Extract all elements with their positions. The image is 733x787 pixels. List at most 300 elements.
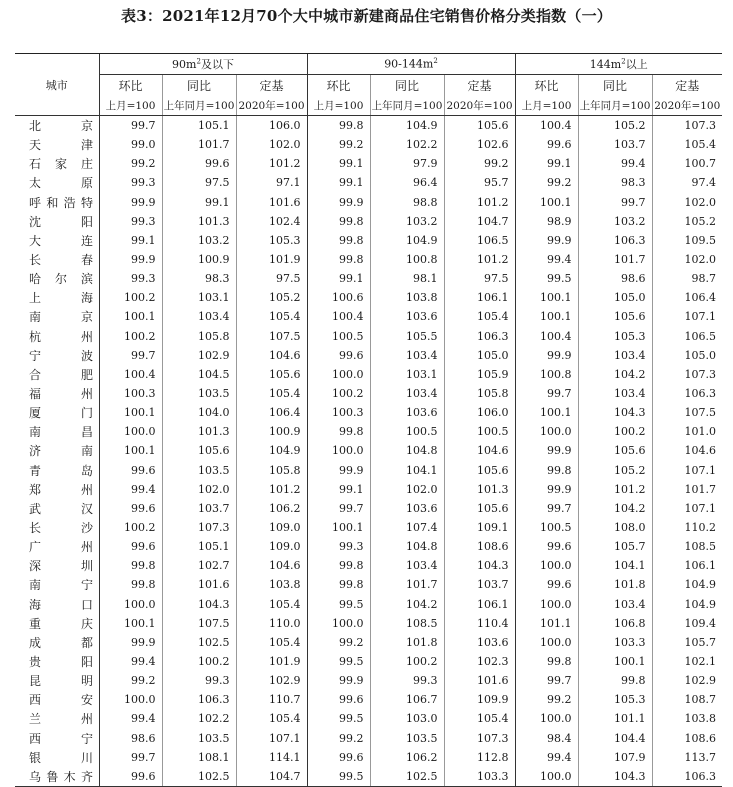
index-value: 105.6 — [444, 499, 515, 518]
index-value: 99.3 — [99, 269, 162, 288]
index-value: 103.8 — [652, 709, 722, 728]
base-period-label: 上年同月=100 — [162, 95, 236, 116]
index-value: 101.7 — [370, 575, 444, 594]
base-period-label: 2020年=100 — [444, 95, 515, 116]
table-row — [15, 307, 722, 326]
index-value: 99.5 — [307, 709, 370, 728]
index-value: 99.1 — [515, 154, 578, 173]
index-value: 101.7 — [162, 135, 236, 154]
index-value: 107.3 — [444, 729, 515, 748]
index-value: 99.6 — [515, 537, 578, 556]
index-value: 99.2 — [99, 671, 162, 690]
index-value: 105.4 — [236, 633, 307, 652]
index-value: 103.4 — [578, 384, 652, 403]
index-value: 100.1 — [515, 307, 578, 326]
index-value: 100.1 — [99, 441, 162, 460]
index-value: 101.1 — [515, 614, 578, 633]
table-row — [15, 365, 722, 384]
index-value: 98.6 — [99, 729, 162, 748]
index-value: 99.9 — [99, 193, 162, 212]
index-value: 102.0 — [652, 193, 722, 212]
index-value: 105.7 — [652, 633, 722, 652]
index-value: 105.4 — [444, 709, 515, 728]
index-value: 108.6 — [444, 537, 515, 556]
index-value: 105.4 — [444, 307, 515, 326]
index-value: 102.3 — [444, 652, 515, 671]
index-value: 105.0 — [652, 346, 722, 365]
index-value: 103.0 — [370, 709, 444, 728]
index-value: 104.9 — [370, 231, 444, 250]
index-value: 99.3 — [370, 671, 444, 690]
index-value: 101.0 — [652, 422, 722, 441]
index-value: 99.9 — [99, 633, 162, 652]
city-name: 西宁 — [29, 731, 93, 746]
index-value: 99.3 — [99, 173, 162, 192]
index-value: 99.8 — [578, 671, 652, 690]
index-value: 104.6 — [236, 556, 307, 575]
index-value: 102.4 — [236, 212, 307, 231]
index-value: 95.7 — [444, 173, 515, 192]
index-value: 101.2 — [444, 193, 515, 212]
index-value: 103.6 — [444, 633, 515, 652]
subheader-base: 定基 — [444, 75, 515, 96]
city-name: 福州 — [29, 387, 93, 402]
index-value: 104.3 — [444, 556, 515, 575]
index-value: 104.6 — [444, 441, 515, 460]
index-value: 106.3 — [444, 327, 515, 346]
index-value: 99.6 — [307, 346, 370, 365]
index-value: 101.7 — [578, 250, 652, 269]
city-name: 南京 — [29, 310, 93, 325]
index-value: 103.2 — [370, 212, 444, 231]
index-value: 105.1 — [162, 116, 236, 136]
index-value: 98.9 — [515, 212, 578, 231]
table-row — [15, 575, 722, 594]
index-value: 100.0 — [515, 767, 578, 787]
index-value: 100.0 — [99, 690, 162, 709]
index-value: 110.7 — [236, 690, 307, 709]
index-value: 114.1 — [236, 748, 307, 767]
index-value: 98.3 — [162, 269, 236, 288]
index-value: 99.8 — [307, 422, 370, 441]
index-value: 99.1 — [162, 193, 236, 212]
city-name: 银川 — [29, 750, 93, 765]
index-value: 103.4 — [370, 346, 444, 365]
index-value: 107.3 — [652, 116, 722, 136]
index-value: 99.9 — [307, 671, 370, 690]
index-value: 99.6 — [99, 767, 162, 787]
index-value: 103.4 — [370, 384, 444, 403]
index-value: 100.1 — [99, 307, 162, 326]
index-value: 103.6 — [370, 403, 444, 422]
index-value: 106.7 — [370, 690, 444, 709]
table-row — [15, 748, 722, 767]
index-value: 101.6 — [236, 193, 307, 212]
index-value: 109.9 — [444, 690, 515, 709]
index-value: 101.6 — [162, 575, 236, 594]
city-name: 成都 — [29, 635, 93, 650]
index-value: 108.5 — [370, 614, 444, 633]
city-name: 青岛 — [29, 463, 93, 478]
index-value: 98.8 — [370, 193, 444, 212]
index-value: 102.0 — [162, 480, 236, 499]
index-value: 106.3 — [162, 690, 236, 709]
index-value: 105.3 — [578, 327, 652, 346]
index-value: 100.8 — [370, 250, 444, 269]
index-value: 100.2 — [370, 652, 444, 671]
index-value: 101.2 — [236, 154, 307, 173]
index-value: 99.8 — [307, 575, 370, 594]
subheader-base: 定基 — [236, 75, 307, 96]
city-name: 长春 — [29, 253, 93, 268]
city-name: 昆明 — [29, 674, 93, 689]
index-value: 107.5 — [162, 614, 236, 633]
index-value: 106.0 — [236, 116, 307, 136]
index-value: 110.0 — [236, 614, 307, 633]
table-row — [15, 441, 722, 460]
index-value: 99.5 — [307, 767, 370, 787]
index-value: 105.7 — [578, 537, 652, 556]
base-period-label: 上年同月=100 — [370, 95, 444, 116]
index-value: 108.0 — [578, 518, 652, 537]
index-value: 99.3 — [99, 212, 162, 231]
city-name: 深圳 — [29, 559, 93, 574]
index-value: 109.4 — [652, 614, 722, 633]
index-value: 107.9 — [578, 748, 652, 767]
index-value: 100.2 — [578, 422, 652, 441]
index-value: 105.4 — [236, 595, 307, 614]
index-value: 100.5 — [515, 518, 578, 537]
index-value: 107.5 — [652, 403, 722, 422]
index-value: 106.1 — [652, 556, 722, 575]
index-value: 106.0 — [444, 403, 515, 422]
index-value: 102.7 — [162, 556, 236, 575]
index-value: 99.8 — [515, 461, 578, 480]
index-value: 99.8 — [99, 575, 162, 594]
index-value: 100.5 — [444, 422, 515, 441]
table-row — [15, 250, 722, 269]
index-value: 99.1 — [307, 173, 370, 192]
index-value: 99.4 — [99, 480, 162, 499]
index-value: 99.1 — [307, 480, 370, 499]
index-value: 99.7 — [578, 193, 652, 212]
index-value: 99.9 — [99, 250, 162, 269]
table-row — [15, 729, 722, 748]
index-value: 106.2 — [370, 748, 444, 767]
index-value: 105.6 — [444, 461, 515, 480]
index-value: 99.6 — [162, 154, 236, 173]
index-value: 100.8 — [515, 365, 578, 384]
index-value: 100.7 — [652, 154, 722, 173]
index-value: 96.4 — [370, 173, 444, 192]
index-value: 110.4 — [444, 614, 515, 633]
table-row — [15, 652, 722, 671]
index-value: 98.4 — [515, 729, 578, 748]
index-value: 105.2 — [236, 288, 307, 307]
city-name: 北京 — [29, 119, 93, 134]
index-value: 99.7 — [307, 499, 370, 518]
index-value: 101.1 — [578, 709, 652, 728]
index-value: 103.8 — [370, 288, 444, 307]
index-value: 99.4 — [99, 709, 162, 728]
table-row — [15, 556, 722, 575]
index-value: 100.6 — [307, 288, 370, 307]
index-value: 102.9 — [162, 346, 236, 365]
index-value: 104.9 — [652, 575, 722, 594]
table-row — [15, 135, 722, 154]
index-value: 99.4 — [515, 250, 578, 269]
index-value: 106.8 — [578, 614, 652, 633]
index-value: 105.0 — [444, 346, 515, 365]
index-value: 100.1 — [99, 403, 162, 422]
subheader-base: 定基 — [652, 75, 722, 96]
index-value: 103.3 — [578, 633, 652, 652]
index-value: 97.5 — [444, 269, 515, 288]
table-row — [15, 595, 722, 614]
index-value: 102.6 — [444, 135, 515, 154]
index-value: 100.2 — [162, 652, 236, 671]
index-value: 99.0 — [99, 135, 162, 154]
index-value: 107.4 — [370, 518, 444, 537]
index-value: 99.6 — [307, 690, 370, 709]
city-name: 合肥 — [29, 367, 93, 382]
index-value: 105.2 — [578, 116, 652, 136]
index-value: 101.6 — [444, 671, 515, 690]
index-value: 104.7 — [444, 212, 515, 231]
index-value: 105.3 — [236, 231, 307, 250]
city-name: 武汉 — [29, 501, 93, 516]
index-value: 103.5 — [162, 461, 236, 480]
index-value: 98.3 — [578, 173, 652, 192]
index-value: 113.7 — [652, 748, 722, 767]
city-name: 杭州 — [29, 329, 93, 344]
base-period-label: 2020年=100 — [236, 95, 307, 116]
index-value: 112.8 — [444, 748, 515, 767]
city-name: 长沙 — [29, 521, 93, 536]
index-value: 103.5 — [162, 729, 236, 748]
index-value: 102.5 — [162, 633, 236, 652]
index-value: 105.3 — [578, 690, 652, 709]
index-value: 99.9 — [307, 193, 370, 212]
index-value: 100.1 — [515, 288, 578, 307]
table-row — [15, 767, 722, 787]
index-value: 104.9 — [652, 595, 722, 614]
index-value: 106.4 — [652, 288, 722, 307]
base-period-label: 上年同月=100 — [578, 95, 652, 116]
city-name: 南宁 — [29, 578, 93, 593]
index-value: 99.5 — [307, 595, 370, 614]
index-value: 102.0 — [236, 135, 307, 154]
index-value: 99.3 — [307, 537, 370, 556]
city-name: 济南 — [29, 444, 93, 459]
index-value: 99.6 — [515, 575, 578, 594]
index-value: 104.4 — [578, 729, 652, 748]
index-value: 107.1 — [236, 729, 307, 748]
base-period-label: 2020年=100 — [652, 95, 722, 116]
index-value: 97.4 — [652, 173, 722, 192]
page-title: 表3：2021年12月70个大中城市新建商品住宅销售价格分类指数（一） — [121, 7, 612, 25]
index-value: 104.5 — [162, 365, 236, 384]
index-value: 107.1 — [652, 499, 722, 518]
index-value: 100.3 — [99, 384, 162, 403]
index-value: 106.3 — [652, 767, 722, 787]
index-value: 99.2 — [515, 690, 578, 709]
index-value: 103.4 — [578, 346, 652, 365]
table-row — [15, 154, 722, 173]
index-value: 99.8 — [307, 556, 370, 575]
index-value: 103.1 — [370, 365, 444, 384]
table-row — [15, 384, 722, 403]
index-value: 102.2 — [162, 709, 236, 728]
index-value: 100.0 — [307, 441, 370, 460]
index-value: 102.2 — [370, 135, 444, 154]
index-value: 103.7 — [162, 499, 236, 518]
index-value: 98.7 — [652, 269, 722, 288]
index-value: 103.5 — [370, 729, 444, 748]
index-value: 104.6 — [652, 441, 722, 460]
index-value: 100.1 — [515, 403, 578, 422]
group-header-large: $144m^2$以上 — [515, 54, 722, 75]
table-row — [15, 518, 722, 537]
table-row — [15, 461, 722, 480]
table-row — [15, 690, 722, 709]
index-value: 99.2 — [99, 154, 162, 173]
city-name: 广州 — [29, 540, 93, 555]
base-period-label: 上月=100 — [307, 95, 370, 116]
city-name: 海口 — [29, 597, 93, 612]
index-value: 106.1 — [444, 595, 515, 614]
index-value: 99.8 — [307, 116, 370, 136]
index-value: 104.3 — [578, 403, 652, 422]
index-value: 100.0 — [515, 556, 578, 575]
city-name: 哈尔滨 — [29, 272, 93, 287]
index-value: 100.0 — [515, 595, 578, 614]
index-value: 104.0 — [162, 403, 236, 422]
index-value: 99.2 — [307, 135, 370, 154]
table-row — [15, 422, 722, 441]
index-value: 99.8 — [307, 231, 370, 250]
index-value: 101.7 — [652, 480, 722, 499]
table-row — [15, 231, 722, 250]
index-value: 103.2 — [162, 231, 236, 250]
index-value: 106.4 — [236, 403, 307, 422]
index-value: 99.8 — [307, 250, 370, 269]
index-value: 106.2 — [236, 499, 307, 518]
index-value: 105.6 — [444, 116, 515, 136]
index-value: 100.0 — [307, 365, 370, 384]
index-value: 101.3 — [162, 212, 236, 231]
city-name: 重庆 — [29, 616, 93, 631]
index-value: 99.4 — [578, 154, 652, 173]
index-value: 105.6 — [578, 307, 652, 326]
index-value: 99.4 — [515, 748, 578, 767]
index-value: 103.2 — [578, 212, 652, 231]
index-value: 100.4 — [99, 365, 162, 384]
index-value: 105.2 — [652, 212, 722, 231]
index-value: 100.0 — [515, 633, 578, 652]
index-value: 103.7 — [578, 135, 652, 154]
index-value: 99.6 — [99, 537, 162, 556]
city-name: 西安 — [29, 693, 93, 708]
index-value: 97.9 — [370, 154, 444, 173]
index-value: 104.8 — [370, 537, 444, 556]
index-value: 106.5 — [444, 231, 515, 250]
index-value: 97.5 — [162, 173, 236, 192]
index-value: 98.1 — [370, 269, 444, 288]
index-value: 103.8 — [236, 575, 307, 594]
index-value: 105.6 — [578, 441, 652, 460]
index-value: 100.0 — [99, 595, 162, 614]
index-value: 108.5 — [652, 537, 722, 556]
index-value: 100.0 — [515, 709, 578, 728]
city-name: 乌鲁木齐 — [15, 767, 99, 787]
index-value: 105.4 — [236, 384, 307, 403]
table-row — [15, 537, 722, 556]
index-value: 99.5 — [307, 652, 370, 671]
city-name: 兰州 — [29, 712, 93, 727]
city-name: 石家庄 — [29, 157, 93, 172]
base-period-label: 上月=100 — [515, 95, 578, 116]
index-value: 105.8 — [162, 327, 236, 346]
index-value: 103.4 — [578, 595, 652, 614]
index-value: 99.4 — [99, 652, 162, 671]
index-value: 99.6 — [99, 461, 162, 480]
city-name: 呼和浩特 — [29, 195, 93, 210]
index-value: 105.2 — [578, 461, 652, 480]
index-value: 101.2 — [444, 250, 515, 269]
index-value: 102.1 — [652, 652, 722, 671]
index-value: 100.2 — [99, 518, 162, 537]
index-value: 99.6 — [307, 748, 370, 767]
group-header-medium: $90-144m^2$ — [307, 54, 515, 75]
index-value: 105.8 — [444, 384, 515, 403]
index-value: 97.1 — [236, 173, 307, 192]
city-name: 太原 — [29, 176, 93, 191]
index-value: 105.8 — [236, 461, 307, 480]
index-value: 97.5 — [236, 269, 307, 288]
index-value: 102.0 — [652, 250, 722, 269]
index-value: 101.3 — [444, 480, 515, 499]
index-value: 107.3 — [652, 365, 722, 384]
index-value: 100.4 — [307, 307, 370, 326]
index-value: 105.5 — [370, 327, 444, 346]
index-value: 100.0 — [307, 614, 370, 633]
index-value: 101.2 — [578, 480, 652, 499]
table-row — [15, 480, 722, 499]
index-value: 104.8 — [370, 441, 444, 460]
subheader-mom: 环比 — [515, 75, 578, 96]
index-value: 100.1 — [99, 614, 162, 633]
index-value: 100.1 — [578, 652, 652, 671]
subheader-yoy: 同比 — [370, 75, 444, 96]
index-value: 107.5 — [236, 327, 307, 346]
index-value: 105.4 — [236, 307, 307, 326]
index-value: 99.2 — [515, 173, 578, 192]
index-value: 99.9 — [307, 461, 370, 480]
index-value: 107.1 — [652, 307, 722, 326]
index-value: 100.9 — [236, 422, 307, 441]
index-value: 105.4 — [652, 135, 722, 154]
index-value: 109.5 — [652, 231, 722, 250]
index-value: 104.2 — [370, 595, 444, 614]
index-value: 109.0 — [236, 537, 307, 556]
index-value: 104.2 — [578, 365, 652, 384]
index-value: 109.0 — [236, 518, 307, 537]
index-value: 99.7 — [515, 671, 578, 690]
index-value: 100.4 — [515, 327, 578, 346]
table-row — [15, 193, 722, 212]
index-value: 104.1 — [578, 556, 652, 575]
